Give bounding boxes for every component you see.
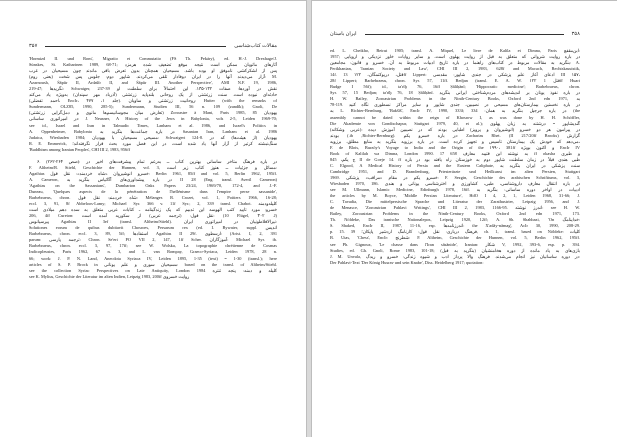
text-line: C. Tavadia, Die mittelpersische Sprache und Literatur der Zarathustrier, Leipzig 1956, and J. bbox=[330, 199, 580, 205]
text-line: (احمد تفضلی، EncIr، جلد ۱، ۴۷۷). روحانیت زرتشتی و ساویان: Hutter (with the remarks of bbox=[29, 98, 277, 104]
text-line: 1969. خسرو یکم در مقام «مراقب» پزشکی: F. Sezgin, Geschichte des arabischen Schrifttums, vol. 3, bbox=[330, 174, 580, 180]
text-line: به L. Richter-Bernburg, 'Bakšīš', EncIr IV, 1990, 333f; در باره جرجیل بنگرید به همان: 334 (the bbox=[330, 108, 580, 114]
text-line: حادثه‌ای نبوده است. سنت زرتشتی از یک روحانی بلندپایه زرتشتی (آذرباد مهر سپندان) به‌ویژه یاد می‌کند bbox=[29, 92, 277, 98]
text-line: parum: ترجمه پارسی: Chron. Se'ert PO VII 2, 147, 1ff Scher. آموزگاران: Michael Syr. ib. bbox=[29, 237, 277, 243]
text-line: S. Shaked, EncIr II, 1987, 11-16, esp. اندرزنامه‌ها: the X'adāy-nāmag', AcIr 30, 1990, 208-29. bbox=[330, 223, 580, 229]
text-line: articles of S. P. Brock in مسیحیان سوری و علم یونانی: based on the transl. of Altheim/Stiehl. bbox=[29, 261, 277, 267]
text-line: (یعنی روم) آزار می‌دیدند آنها را در ایران دوفادار تلقی می‌کردند. شاپور دوم: جلوس پس شخت: M. bbox=[29, 74, 277, 80]
text-line: Cambridge 1951, and D. Brandenburg, Priesterärzte und Heilkunst im alten Persien, Stuttgart bbox=[330, 168, 580, 174]
text-line: 1957; در باره روایت شروانی که متعلق به قبل از روایت پهلوی است، و سایر روایات خاور نزدیکی و اروپایی bbox=[330, 54, 580, 60]
text-line: Syr. 57, 15 Bedjan; ta'rīḫ 76, 18 Ṣāliḥānī. در باره نفوذ یونان بر اندیشه‌های مردم‌شناختی ایرانی بنگرید bbox=[330, 90, 580, 96]
text-line: در امپراتوری ساسانی: J. Neusner, A History of the Jews in Babylonia, vols 2-5, Leiden 1969-70; bbox=[29, 116, 277, 122]
left-page bbox=[0, 0, 307, 437]
text-line: see the collection Syriac Perspectives on Late Antiquity, London 1984 کلیله و دمنه: پنجه تنتره bbox=[29, 267, 277, 273]
text-line: Bailey, Zoroastrian Problems in the Ninth-Century Books, Oxford 2nd edn 1971, 173. bbox=[330, 211, 580, 217]
text-line: 'Hormizd II. und Rom', Migratio et Commutatio (FS Th. Pekáry), ed. H.-J. Drexhage/J. bbox=[29, 56, 277, 61]
text-line: Indicopleustes, Paris 1962, 67 n. 3, and L. van Rompay, Graeco-Syriaca, Leiden 1978, 28 n. bbox=[29, 249, 277, 255]
text-line: پس از لشکرکشی ناموفق او بوده باشد. مسیحیان همچنان بدون تعرض باقی ماندند چون مسیحیان در غرب bbox=[29, 68, 277, 74]
header-rule bbox=[365, 34, 564, 35]
text-line: 206, 4ff Cureton: نقل قول: (ترجمه عربی) از سکوریه آمده است: (10 Flügel, ۳۰۲ .J) bbox=[29, 213, 277, 219]
text-line: see K. Mylius, Geschichte der Literatur im alten Indien, Leipzig 1983, 200ff روایت خسروی bbox=[29, 273, 190, 279]
text-line: 78-119. در باره نخستین بیمارستان‌های مسیحی در نصیبین، جندی شاپور و سایر مراکز نسطوری نگاه کنید bbox=[330, 102, 580, 108]
text-line: Die Akademie von Gondischapur, Stuttgart 1979, 40, et al.); گُندیشاپور = درشتنه به زبان پهلوی bbox=[330, 120, 580, 126]
right-running-title: ایران باستان bbox=[330, 31, 357, 37]
text-line: Th. Nöldeke, Das iranische Nationalepos, Leipzig 1920, 12ff; A. Sh. Shahbazi, 'On خداینامگ: bbox=[330, 217, 580, 223]
text-line: H. W. Bailey, Zoroastrian Problems in the Ninth-Century Books, Oxford 2nd edn 1971, به bbox=[330, 96, 580, 102]
text-line: Barhebraeus, chron. شاه خردمند: نقل قول: Mélanges R. Crozet, vol. 1, Poitiers 1966, 16-28; bbox=[29, 195, 277, 201]
text-line: ed. L. Cheikho, Beirut 1905; transl. A. Miquel, Le livre de Kalila et Dimna, Paris ابن‌مقفع: bbox=[330, 48, 580, 53]
text-line: Barhebraeus, chron. eccl. 3, 89, 5ff; استفادها Agathias II 29f. ارسطوی: (Arist. I, 2, 391 bbox=[29, 231, 277, 237]
text-line: Sundermann, OLZ85, 1990, 285-5); Sundermann, Studien III, 56 n. 109 (zandīk); Gnoli, De bbox=[29, 104, 277, 110]
text-line: Barhebraeus, chron. eccl. 3, 97, 17ff; see W. Wolska, La topographie chrétienne de Cosmas bbox=[29, 243, 277, 249]
text-line: بودند (.ib ,Richter-Bernburg). در باره خسرو یکم: Zacharias Rhet. (II 217/20ff Brooks) گزارش bbox=[330, 132, 580, 138]
right-page-body bbox=[330, 48, 580, 266]
text-line: بنگرید به مقالات مربوط در کتاب‌های راهنما در باره تاریخ ادبیات مربوط به آن. خسرو و قانون: مجامعین: A. bbox=[330, 60, 580, 66]
text-line: می‌دهد که خودش یک بیمارستان تأسیس و تجهیز کرده است. در باره برزویه بنگرید به منابع مطلق، برزویه، bbox=[330, 138, 580, 144]
text-line: (تعارض میان مجوسانیسم‌ها مانوی و دمل‌گرایی زرتشتی) Zoroastre à Mani, Paris 1985, 85 یهودیان bbox=[29, 110, 277, 116]
text-line: the articles by M. Boyce, 'Middle Persian Literature', HdO I 4, 2, 1, Leiden 1968, 31-66; J. bbox=[330, 193, 580, 199]
text-line: ۶. (صص ۲۶۴-۲۶۲): در باره فرهنگ متأخر ساسانی بهترین کتاب ــ به‌رغم تمام پیشرفت‌های اخیر در bbox=[37, 158, 277, 164]
text-line: Perikhanian, 'Iranian Society and Law', CHI III 2, 1983, 628f and Macuch, Rechtskasuistik, bbox=[330, 66, 580, 72]
text-line: see id., Israel and Iran in Talmudic Times, Lanham et al. 1986, and Israel's Politics in bbox=[29, 122, 277, 128]
text-line: Der Pahlavi-Text 'Der König Husrav und sein Knabe', Diss. Heidelberg 1917; quotation: bbox=[330, 259, 484, 265]
text-line: Wiesbaden 1970, 186. در باره انتقال معارف داروشناسی، طبی، کشاورزی و اخترشناسی یونانی و هندی bbox=[330, 181, 580, 187]
left-page-body bbox=[29, 56, 277, 280]
left-running-title: مقالات کتاب‌شناسی bbox=[234, 43, 277, 49]
text-line: A. Cameron, در باره پیشداوری‌های آگاثیاس بنگرید به II 28 (Eng. transl. Averil Cameron) bbox=[29, 176, 277, 182]
text-line: Sünskes, St. Katharinen 1989, 68-71; آثارهای ماتویان ممکن است نتیجه موقع تضعیف شده هرمزد bbox=[29, 62, 277, 68]
text-line: 14f. قتل، دریوکتمگان، ۱۲۲ 13ff Lippert: ادعای آغاز علم پزشکی در جندی شاپور: مقدسی III ۱۵۷، bbox=[330, 72, 580, 78]
right-page-number: ۳۵۸ bbox=[571, 31, 580, 37]
text-line: (عربی وشکانه): در پیرامون هر دو خسرو (انوشیروان و پرویز) اطبایی بودند که در نصیبین آموزش دیده bbox=[330, 126, 580, 132]
text-line: F. de Blois, Burzōy's Voyage to India and the Origin of the ۱۹۹۰، 381ff و اکنون بویژه EncIr IV bbox=[330, 144, 580, 150]
text-line: Book of Kalilah wa Dimna, London 1990. به نوشته ابن قتیبه معارف 658 17 ff okasha و طبری bbox=[330, 150, 580, 156]
text-line: Studies, ed. Gh. Gnoli, Rome 1983, 101-18; بازی‌های به یاد مانده از دوره هخامنشیان (بنگرید به قبل) bbox=[330, 247, 580, 253]
text-line: Agathias خسرو انوشیروان «شاه خردمند»: نقل قول: Berlin 1961, 85ff and vol. 5, Berlin 1962, 195ff. bbox=[29, 170, 277, 176]
left-page-number: ۳۵۷ bbox=[29, 43, 38, 49]
text-line: de Menasce, 'Zoroastrian Pahlavi Writings', CHI III 2, 1983, 1166-95. اندرز نوشته: see H. W. bbox=[330, 205, 580, 211]
text-line: خسرو: مورد تأیید کتب الهوسه این تدبیم که یک زندگینامه ـ کتابات عربی متعلق به سده دهم میلادی است bbox=[29, 207, 277, 213]
text-line: eccl. 3, 91, 8f Abbeloos-Lamy; Michael Syr. 366 v. 11f Syr.; 2, 339 transl. Chabot. کلیله‌ودمنه bbox=[29, 201, 277, 207]
text-line: 28f Lippert; Barhebraeus, chron. Syr. 57, 11ff. Bedjan (transl. E. A. W. ۱۲۲ قتل 1ff Huart bbox=[330, 78, 580, 84]
text-line: B. Utas, 'Chess', EncIr: شطرنج: F. Altheim, Geschichte der Hunnen, vol. 5, Berlin 1962, 195ff. bbox=[330, 235, 580, 241]
text-line: assembly cannot be dated within the reign of Khosrow I, as was done by H. H. Schöffler, bbox=[330, 114, 580, 120]
left-page-header bbox=[29, 41, 277, 51]
text-line: پیرسیانوس Agathias II 3ef (transl. Altheim/Stiehl). نیرالافلاطونیان در امپراتوری ایران: bbox=[29, 219, 277, 225]
text-line: Solutiones eorum de quibus dubitavit Chosroes, Persarum rex (ed. I. Bywater, suppl. اندیس bbox=[29, 225, 277, 231]
text-line: see M. Ullmann, Islamic Medicine, Edinburgh 1978, 16ff. ادبیات در اواخر دوره ساسانی: بنگرید به bbox=[330, 187, 580, 193]
text-line: see Ph. Gignoux, 'Le chasse dans l'Iran sāsānide', Iranian: شکار V, 1992, 393-6, esp. p. 394. bbox=[330, 241, 580, 247]
text-line: Azarnoush, Šāpūr II, Ardašīr II, and Šāpūr III. Another Perspective', AMI N.F. 19, 1986, bbox=[29, 80, 277, 86]
text-line: C. Elgood, A Medical History of Persia and the Eastern Caliphate, سنت پزشکی در ایران بنگرید به bbox=[330, 162, 580, 168]
text-line: F. Altheim/R. Stiehl, Geschichte der Hunnen, vol. 3, مسائل و جزئیات ــ هنوز کتاب زیر است: bbox=[29, 164, 277, 170]
text-line: Budge I 56f); id., ta'rīḫ 76, 16ff Ṣāliḥānī; 'Hippocratic medicine'; Barhebraeus, chron. bbox=[330, 84, 580, 90]
right-page-header bbox=[330, 29, 580, 39]
text-line: 66; work: J. P. N. Land, Anecdota Syriaca IV, Leiden 1895, 1-35 (text) = 1-30 (transl.); here bbox=[29, 255, 277, 261]
text-line: R. E. Emmerick, سنگ‌نبشته کرتیر از آزار آنها یاد شده است، در این فصل مورد بحث قرار نگرفته‌اند؛ bbox=[29, 140, 277, 146]
text-line: 'Agathias on the Sassanians', Dumbarton Oaks Papers 23/24, 1969/70, 172-4, and J.-F. bbox=[29, 182, 277, 188]
text-line: Judaica, Wiesbaden 1984; مسیحی مسیحیان با یهودیان: Schwaigert 124-8. یهودیان (از هیئت‌ها) که در bbox=[29, 134, 277, 140]
text-line: 219-47; نگریدها: Schwaiger, 237-39 نقش در آوردها: صفات ۱۳۲-۱۳۵. این احتمالاً برای سلطنت او bbox=[29, 86, 277, 92]
text-line: J. M. Unvala, در دوره ساسانیان نیز انجام می‌شدند. فرهنگ والا پرداز ادب و شیوه زندگی: خسرو و ریدگ: bbox=[330, 253, 580, 259]
text-line: 'Buddhism among Iranian Peoples', CHI III 2, 1983, 956ff bbox=[29, 146, 131, 152]
text-line: Duneau, 'Quelques aspects de la pénétration de l'hellénisme dans l'empire perse sassanide', bbox=[29, 188, 277, 194]
text-line: ج یکم، 845 II de Goeje 14. ff طبی هندی قبلاً در زمان سلطنت شاپور دوم به خوزستان راه یافته بود در باره bbox=[330, 156, 580, 162]
header-rule bbox=[45, 46, 226, 47]
text-line: A. Oppenheimer, Babylonia در باره جماعت‌ها بنگرید به Sasanian Iran, Lanham et al. 1986 bbox=[29, 128, 277, 134]
text-line: p. 15. فرهنگ درباری: نقل قول: کارنامگ اردشیر پاپکان؛ 39, ch. 1, transl. based on Nöldeke: کلیات bbox=[330, 229, 580, 235]
right-page bbox=[311, 0, 617, 437]
